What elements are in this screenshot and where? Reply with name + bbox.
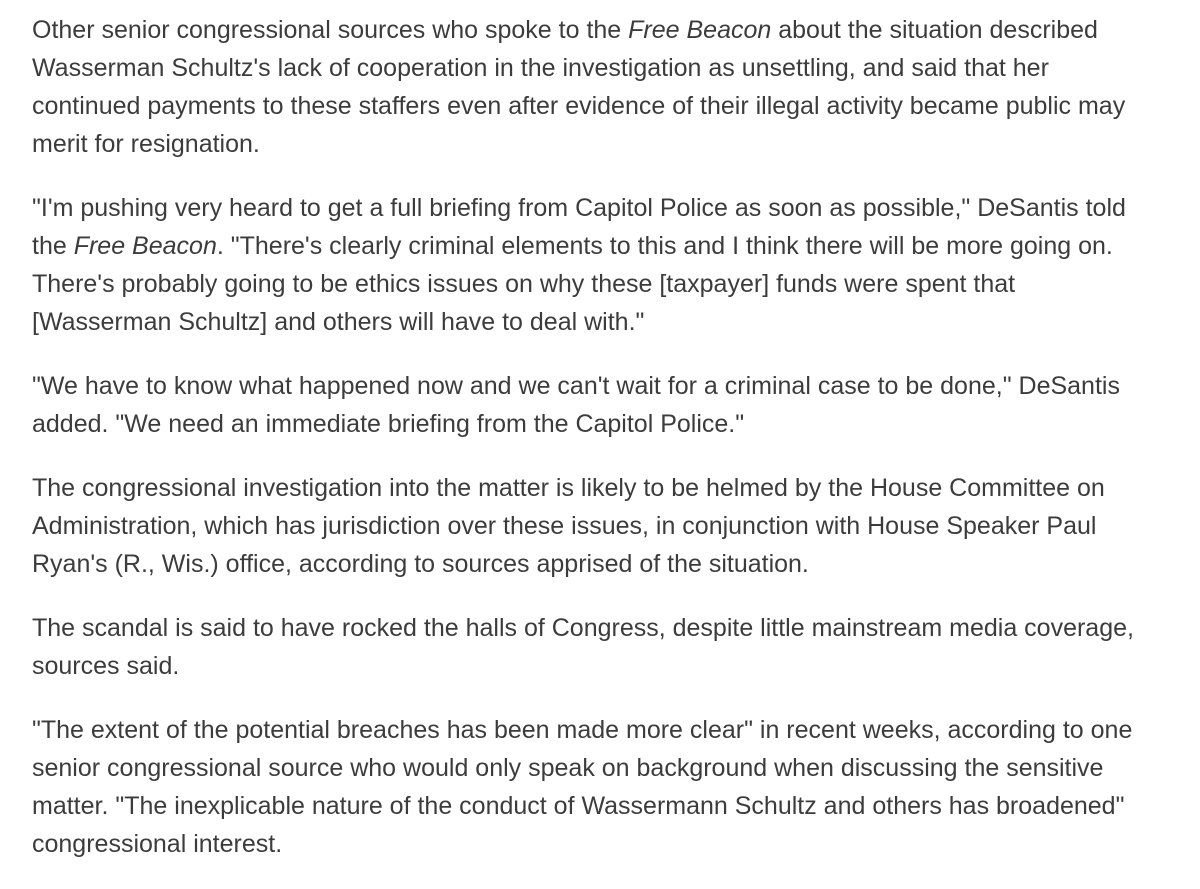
paragraph-2 [32, 189, 1172, 341]
paragraph-4 [32, 469, 1172, 583]
paragraph-5 [32, 609, 1172, 685]
paragraph-1-line-3: continued payments to these staffers even after evidence of their illegal activity became public may [32, 92, 1126, 120]
paragraph-6 [32, 711, 1172, 863]
paragraph-4-line-3: Ryan's (R., Wis.) office, according to sources apprised of the situation. [32, 550, 809, 578]
paragraph-2-line-4: [Wasserman Schultz] and others will have to deal with." [32, 308, 645, 336]
paragraph-6-line-1: "The extent of the potential breaches has been made more clear" in recent weeks, according to one [32, 716, 1133, 744]
paragraph-5-line-2: sources said. [32, 652, 180, 680]
paragraph-2-line-3: There's probably going to be ethics issues on why these [taxpayer] funds were spent that [32, 270, 1016, 298]
paragraph-3-line-2: added. "We need an immediate briefing from the Capitol Police." [32, 410, 745, 438]
paragraph-3 [32, 367, 1172, 443]
text-run: . "There's clearly criminal elements to this and I think there will be more going on. [216, 232, 1113, 260]
text-run: about the situation described [771, 16, 1098, 44]
paragraph-2-line-2 [32, 227, 1172, 265]
paragraph-5-line-1: The scandal is said to have rocked the halls of Congress, despite little mainstream media coverage, [32, 614, 1134, 642]
paragraph-1-line-2: Wasserman Schultz's lack of cooperation in the investigation as unsettling, and said that her [32, 54, 1049, 82]
paragraph-3-line-1: "We have to know what happened now and we can't wait for a criminal case to be done," DeSantis [32, 372, 1120, 400]
text-run: Other senior congressional sources who spoke to the [32, 16, 629, 44]
paragraph-4-line-1: The congressional investigation into the matter is likely to be helmed by the House Committee on [32, 474, 1105, 502]
paragraph-6-line-4: congressional interest. [32, 830, 283, 858]
paragraph-2-line-1: "I'm pushing very heard to get a full briefing from Capitol Police as soon as possible," DeSantis told [32, 194, 1126, 222]
article-body [32, 11, 1172, 889]
publication-name: Free Beacon [73, 232, 217, 260]
paragraph-1-line-4: merit for resignation. [32, 130, 260, 158]
paragraph-1 [32, 11, 1172, 163]
publication-name: Free Beacon [628, 16, 772, 44]
paragraph-4-line-2: Administration, which has jurisdiction over these issues, in conjunction with House Speaker Paul [32, 512, 1097, 540]
paragraph-6-line-3: matter. "The inexplicable nature of the conduct of Wassermann Schultz and others has broadened" [32, 792, 1125, 820]
text-run: the [32, 232, 74, 260]
paragraph-1-line-1 [32, 11, 1172, 49]
paragraph-6-line-2: senior congressional source who would only speak on background when discussing the sensitive [32, 754, 1104, 782]
